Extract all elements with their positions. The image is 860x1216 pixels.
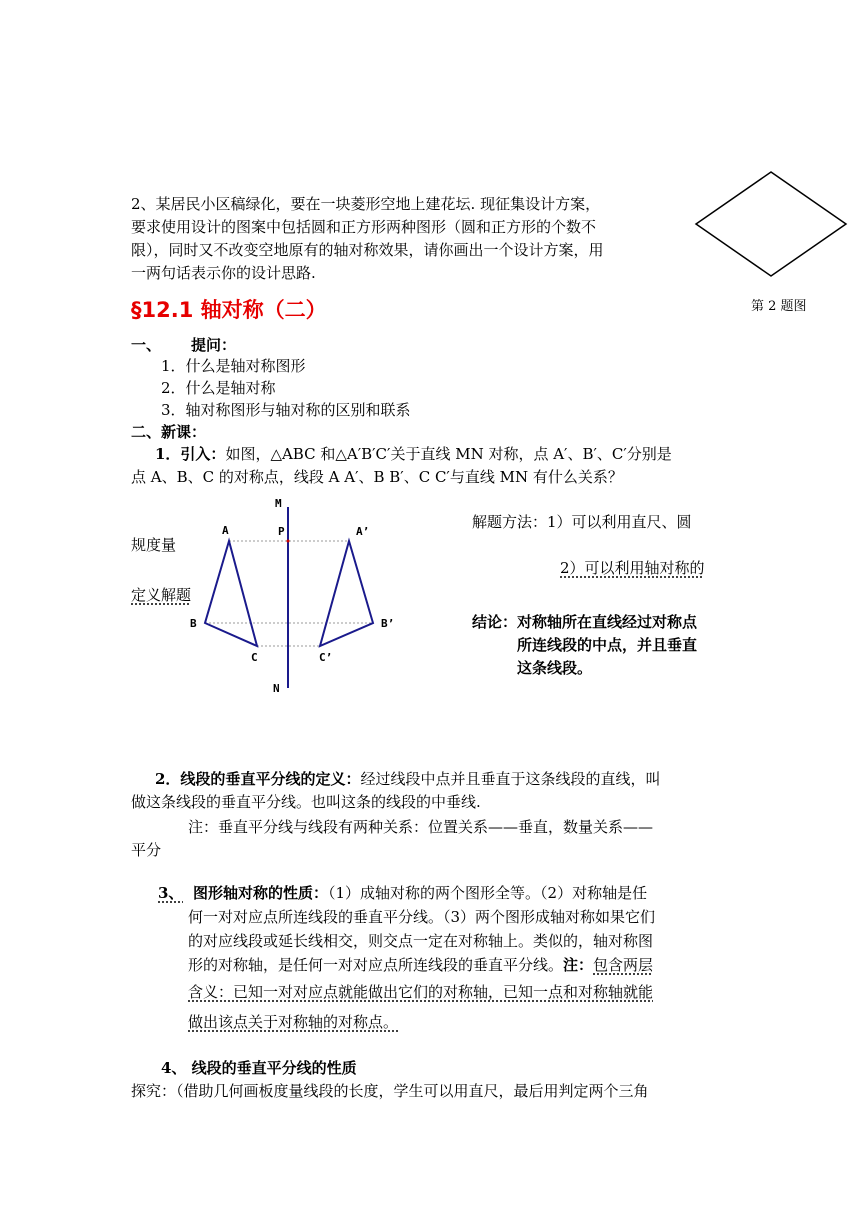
def-text2: 做这条线段的垂直平分线。也叫这条的线段的中垂线. bbox=[131, 793, 481, 811]
conclusion-line2: 所连线段的中点，并且垂直 bbox=[517, 636, 698, 654]
label-n: N bbox=[273, 682, 280, 695]
prop-t3: 的对应线段或延长线相交，则交点一定在对称轴上。类似的，轴对称图 bbox=[188, 932, 654, 950]
label-b: B bbox=[190, 617, 197, 630]
prop-t4c: 包含两层 bbox=[593, 956, 654, 974]
rhombus-shape bbox=[696, 172, 846, 276]
label-p: P bbox=[278, 525, 285, 538]
label-c: C bbox=[251, 651, 258, 664]
prop-t4a: 形的对称轴，是任何一对对应点所连线段的垂直平分线。 bbox=[188, 956, 564, 974]
triangle-abc bbox=[205, 541, 257, 646]
perp-heading: 4、 线段的垂直平分线的性质 bbox=[161, 1059, 357, 1077]
label-b-prime: B’ bbox=[381, 617, 395, 630]
prop-label: 图形轴对称的性质： bbox=[192, 884, 328, 902]
triangle-a1b1c1 bbox=[320, 541, 373, 646]
part1-label: 一、 bbox=[131, 336, 162, 354]
conclusion-line1: 对称轴所在直线经过对称点 bbox=[517, 613, 698, 631]
question-2: 2．什么是轴对称 bbox=[161, 379, 276, 397]
method-line1: 解题方法：1）可以利用直尺、圆 bbox=[472, 513, 692, 531]
def-note1: 注：垂直平分线与线段有两种关系：位置关系——垂直，数量关系—— bbox=[188, 818, 654, 836]
prop-t6: 做出该点关于对称轴的对称点。 bbox=[188, 1013, 399, 1031]
section-title: §12.1 轴对称（二） bbox=[131, 298, 327, 322]
intro-label: 1．引入： bbox=[155, 445, 226, 463]
problem2-line3: 限），同时又不改变空地原有的轴对称效果，请你画出一个设计方案，用 bbox=[131, 241, 604, 259]
problem2-line4: 一两句话表示你的设计思路. bbox=[131, 264, 316, 282]
prop-t5: 含义：已知一对对应点就能做出它们的对称轴，已知一点和对称轴就能 bbox=[188, 983, 654, 1001]
part1-title: 提问： bbox=[191, 336, 237, 354]
part2-label: 二、新课： bbox=[131, 423, 207, 441]
conclusion-line3: 这条线段。 bbox=[517, 659, 593, 677]
method-line1b: 规度量 bbox=[131, 536, 177, 554]
method-line2: 2）可以利用轴对称的 bbox=[560, 559, 705, 577]
intro-text1: 如图，△ABC 和△A′B′C′关于直线 MN 对称，点 A′、B′、C′分别是 bbox=[225, 445, 672, 463]
label-a: A bbox=[222, 524, 229, 537]
conclusion-label: 结论： bbox=[472, 613, 518, 631]
intro-text2: 点 A、B、C 的对称点，线段 A A′、B B′、C C′与直线 MN 有什么关系？ bbox=[131, 468, 623, 486]
def-note2: 平分 bbox=[131, 841, 162, 859]
figure-caption: 第 2 题图 bbox=[751, 299, 807, 314]
prop-num: 3、 bbox=[158, 884, 184, 902]
problem2-line2: 要求使用设计的图案中包括圆和正方形两种图形（圆和正方形的个数不 bbox=[131, 218, 597, 236]
def-label: 2．线段的垂直平分线的定义： bbox=[155, 770, 361, 788]
perp-explore: 探究：（借助几何画板度量线段的长度，学生可以用直尺，最后用判定两个三角 bbox=[131, 1082, 649, 1100]
prop-t4b: 注： bbox=[563, 956, 594, 974]
label-m: M bbox=[275, 497, 282, 510]
label-c-prime: C’ bbox=[319, 651, 333, 664]
prop-t2: 何一对对应点所连线段的垂直平分线。（3）两个图形成轴对称如果它们 bbox=[188, 908, 656, 926]
question-3: 3．轴对称图形与轴对称的区别和联系 bbox=[161, 401, 411, 419]
point-p bbox=[287, 540, 290, 543]
question-1: 1．什么是轴对称图形 bbox=[161, 357, 306, 375]
problem2-line1: 2、某居民小区稿绿化，要在一块菱形空地上建花坛. 现征集设计方案， bbox=[131, 195, 601, 213]
method-line2b: 定义解题 bbox=[131, 586, 192, 604]
prop-t1: （1）成轴对称的两个图形全等。（2）对称轴是任 bbox=[328, 884, 648, 902]
def-text1: 经过线段中点并且垂直于这条线段的直线，叫 bbox=[360, 770, 661, 788]
label-a-prime: A’ bbox=[356, 525, 370, 538]
